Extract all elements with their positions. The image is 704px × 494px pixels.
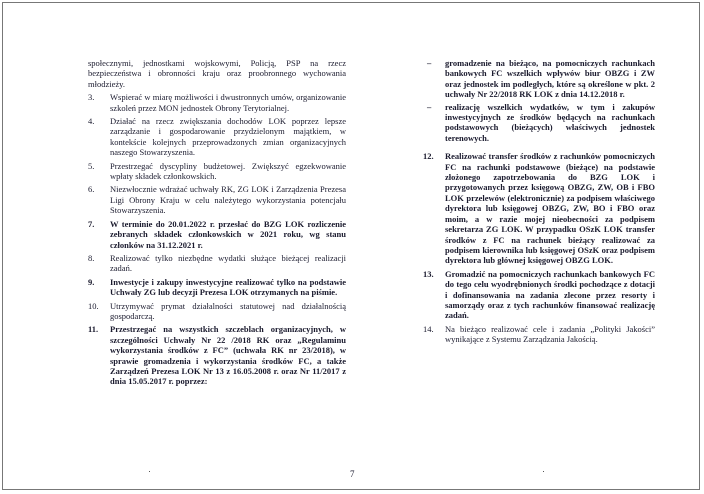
list-item-12 — [423, 151, 655, 265]
item-number: 12. — [423, 151, 434, 162]
item-text: Niezwłocznie wdrażać uchwały RK, ZG LOK i Zarządzenia Prezesa Ligi Obrony Kraju w celu należytego wykorzystania potencjału Stowarzyszenia. — [110, 184, 346, 216]
sub-item-text: gromadzenie na bieżąco, na pomocniczych rachunkach bankowych FC wszelkich wpływów biur OBZG i ZW oraz jednostek im podległych, które są określone w pkt. 2 uchwały Nr 22/2018 RK LOK z dnia 14.12.2018 r. — [445, 58, 655, 100]
item-text: Realizować tylko niezbędne wydatki służące bieżącej realizacji zadań. — [110, 252, 346, 274]
item-number: 3. — [88, 92, 95, 103]
list-item-10 — [88, 301, 346, 322]
list-item-5 — [88, 161, 346, 182]
item-number: 10. — [88, 300, 99, 311]
document-page — [2, 2, 700, 490]
item-text: W terminie do 20.01.2022 r. przesłać do BZG LOK rozliczenie zebranych składek członkowskich w 2021 roku, wg stanu członków na 31.12.2021 r. — [110, 218, 346, 250]
list-item-14 — [423, 324, 655, 345]
list-item-6 — [88, 184, 346, 215]
item-number: 14. — [423, 323, 434, 334]
list-item-3 — [88, 92, 346, 113]
item-number: 11. — [88, 324, 99, 335]
list-item-13 — [423, 269, 655, 321]
item-text: Przestrzegać dyscypliny budżetowej. Zwiększyć egzekwowanie wpłaty składek członkowskich. — [110, 160, 346, 182]
item-number: 5. — [88, 160, 95, 171]
right-column — [423, 58, 655, 348]
dash-bullet: – — [427, 101, 432, 112]
dash-bullet: – — [427, 58, 432, 68]
list-item-9 — [88, 277, 346, 298]
item-text: Gromadzić na pomocniczych rachunkach bankowych FC do tego celu wyodrębnionych środki pochodzące z dotacji i dofinansowania na zadania zlecone przez resorty i samorządy oraz z tych rachunków finansować realizację zadań. — [445, 268, 655, 321]
item-number: 6. — [88, 184, 95, 195]
item-number: 8. — [88, 252, 95, 263]
page-number: 7 — [350, 469, 355, 479]
item-text: Inwestycje i zakupy inwestycyjne realizować tylko na podstawie Uchwały ZG lub decyzji Prezesa LOK otrzymanych na piśmie. — [110, 276, 346, 298]
item-text: Na bieżąco realizować cele i zadania „Polityki Jakości” wynikające z Systemu Zarządzania Jakością. — [445, 323, 655, 345]
list-item-8 — [88, 253, 346, 274]
item-number: 7. — [88, 218, 95, 229]
list-item-11 — [88, 324, 346, 386]
sub-item-text: realizację wszelkich wydatków, w tym i zakupów inwestycyjnych ze środków będących na rachunkach podstawowych (bieżących) właściwych jednostek terenowych. — [445, 101, 655, 143]
continuation-paragraph: społecznymi, jednostkami wojskowymi, Policją, PSP na rzecz bezpieczeństwa i obronności kraju oraz proobronnego wychowania młodzieży. — [88, 58, 346, 89]
item-text: Przestrzegać na wszystkich szczeblach organizacyjnych, w szczególności Uchwały Nr 22 /2018 RK oraz „Regulaminu wykorzystania środków z FC” (uchwała RK nr 23/2018), w sprawie gromadzenia i wykorzystania środków FC, a także Zarządzeń Prezesa LOK Nr 13 z 16.05.2008 r. oraz Nr 11/2017 z dnia 15.05.2017 r. poprzez: — [110, 324, 346, 387]
item-text: Działać na rzecz zwiększania dochodów LOK poprzez lepsze zarządzanie i gospodarowanie przydzielonym majątkiem, w kontekście kolejnych przeprowadzonych zmian organizacyjnych naszego Stowarzyszenia. — [110, 116, 346, 158]
item-text: Utrzymywać prymat działalności statutowej nad działalnością gospodarczą. — [110, 300, 346, 321]
left-column — [88, 58, 346, 390]
list-item-4 — [88, 116, 346, 158]
item-number: 4. — [88, 116, 95, 127]
item-number: 9. — [88, 276, 95, 287]
item-text: Realizować transfer środków z rachunków pomocniczych FC na rachunki podstawowe (bieżące) na podstawie złożonego zapotrzebowania do BZG LOK i przygotowanych przez księgową OBZG, ZW, OB i FBO LOK przelewów (elektronicznie) za podpisem właściwego dyrektora lub księgowej OBZG, ZW, BO i FBO oraz moim, a w razie mojej nieobecności za podpisem sekretarza ZG LOK. W przypadku OSzK LOK transfer środków z FC na rachunek bieżący realizować za podpisem kierownika lub księgowej OSzK oraz podpisem dyrektora lub głównej księgowej OBZG LOK. — [445, 151, 655, 266]
sub-item-deposits — [423, 58, 655, 100]
list-item-7 — [88, 219, 346, 250]
scan-speck — [543, 471, 544, 472]
scan-speck — [149, 471, 150, 472]
item-text: Wspierać w miarę możliwości i dwustronnych umów, organizowanie szkoleń przez MON jednostek Obrony Terytorialnej. — [110, 92, 346, 113]
item-number: 13. — [423, 268, 434, 279]
sub-item-expenses — [423, 102, 655, 144]
